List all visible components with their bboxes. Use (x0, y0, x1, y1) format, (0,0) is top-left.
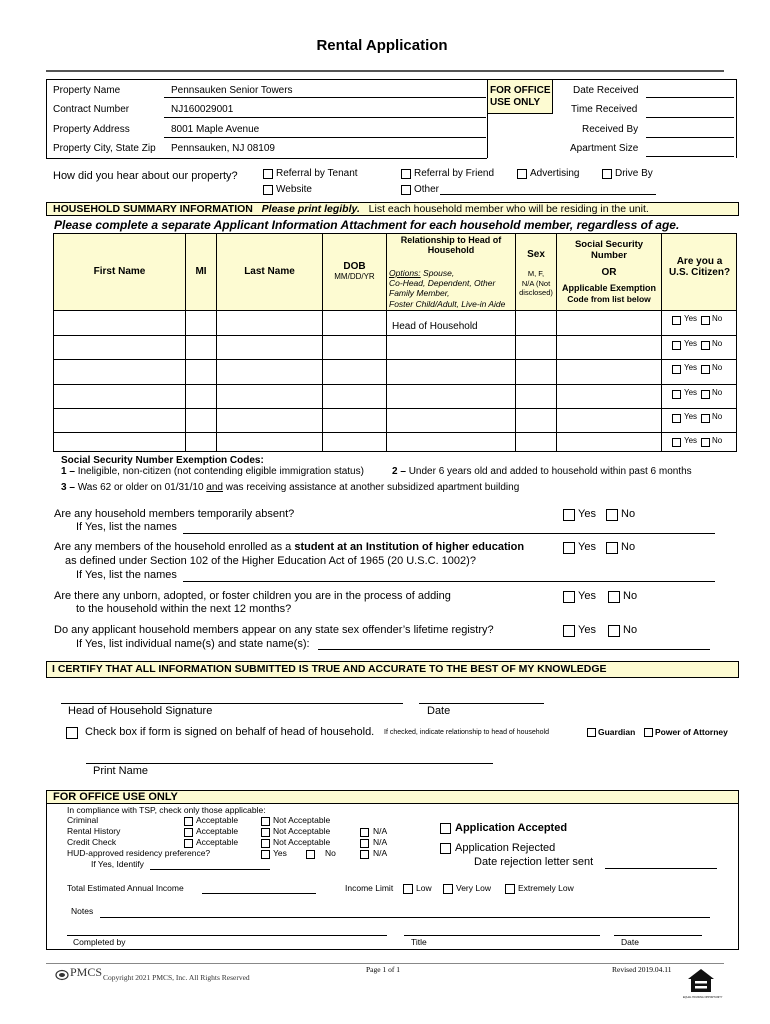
footer-rule (46, 963, 724, 964)
notes-line[interactable] (100, 917, 710, 918)
citizen-no-checkbox-row-5[interactable] (701, 414, 710, 423)
property-name-line (164, 97, 486, 98)
ssn-code-3 (61, 482, 519, 493)
print-name-label: Print Name (93, 765, 149, 777)
absent-yes-label: Yes (578, 508, 596, 520)
credit-not-acceptable-label: Not Acceptable (273, 837, 331, 847)
rejection-letter-label: Date rejection letter sent (474, 856, 594, 868)
first-row-relationship[interactable]: Head of Household (392, 321, 478, 332)
criminal-label: Criminal (67, 815, 99, 825)
household-summary-print: Please print legibly. (261, 203, 360, 215)
completed-by-label: Completed by (73, 937, 126, 947)
col-ssn-4: Code from list below (567, 294, 651, 304)
behalf-small-text: If checked, indicate relationship to head of household (384, 729, 550, 736)
property-address-line (164, 137, 486, 138)
unborn-no-checkbox[interactable] (608, 591, 620, 603)
row-rule (53, 359, 737, 360)
citizen-yes-label-row-5: Yes (684, 412, 698, 421)
pmcs-logo (55, 966, 69, 984)
other-label: Other (414, 184, 440, 195)
citizen-no-label-row-6: No (712, 436, 723, 445)
col-rule (386, 233, 387, 452)
other-checkbox[interactable] (401, 185, 411, 195)
rel-option-2: Co-Head, Dependent, Other (389, 278, 496, 289)
print-name-line[interactable] (86, 763, 493, 764)
title-line[interactable] (404, 935, 600, 936)
rental-na-checkbox[interactable] (360, 828, 369, 837)
page-number: Page 1 of 1 (366, 965, 400, 974)
offender-no-checkbox[interactable] (608, 625, 620, 637)
citizen-no-checkbox-row-1[interactable] (701, 316, 710, 325)
citizen-no-label-row-5: No (712, 412, 723, 421)
credit-acceptable-label: Acceptable (196, 837, 239, 847)
citizen-yes-checkbox-row-3[interactable] (672, 365, 681, 374)
col-dob: DOB (343, 261, 366, 272)
citizen-yes-checkbox-row-5[interactable] (672, 414, 681, 423)
property-city-value[interactable]: Pennsauken, NJ 08109 (171, 143, 275, 154)
col-ssn-1: Social Security (574, 239, 644, 250)
household-header-bottom (53, 310, 737, 311)
apartment-size-label: Apartment Size (570, 143, 639, 154)
citizen-yes-checkbox-row-6[interactable] (672, 438, 681, 447)
advertising-checkbox[interactable] (517, 169, 527, 179)
office-date-line[interactable] (614, 935, 702, 936)
low-label: Low (416, 883, 432, 893)
website-label: Website (276, 184, 312, 195)
citizen-no-label-row-2: No (712, 339, 723, 348)
citizen-no-label-row-3: No (712, 363, 723, 372)
power-of-attorney-label: Power of Attorney (655, 727, 728, 737)
row-rule (53, 335, 737, 336)
signature-date-label: Date (427, 705, 451, 717)
col-relationship: Relationship to Head of Household (400, 235, 502, 255)
compliance-text: In compliance with TSP, check only those applicable: (67, 805, 266, 815)
ssn-codes-title: Social Security Number Exemption Codes: (61, 455, 264, 466)
student-yes-checkbox[interactable] (563, 542, 575, 554)
rel-option-3: Family Member, (389, 288, 450, 299)
col-sex-sub1: M, F, (527, 269, 545, 278)
ssn-code-2-text: Under 6 years old and added to household within past 6 months (408, 466, 692, 477)
signature-label: Head of Household Signature (68, 705, 213, 717)
hud-yes-label: Yes (273, 848, 287, 858)
col-citizen-2: U.S. Citizen? (668, 267, 731, 278)
unborn-no-label: No (623, 590, 638, 602)
unborn-yes-checkbox[interactable] (563, 591, 575, 603)
ssn-code-1 (61, 466, 364, 477)
credit-acceptable-checkbox[interactable] (184, 839, 193, 848)
question-student-pre: Are any members of the household enrolled as a (54, 541, 292, 553)
low-checkbox[interactable] (403, 884, 413, 894)
property-address-value[interactable]: 8001 Maple Avenue (171, 124, 260, 135)
office-use-tag-line1: FOR OFFICE (490, 85, 551, 96)
criminal-acceptable-label: Acceptable (196, 815, 239, 825)
rel-option-4: Foster Child/Adult, Live-in Aide (389, 298, 506, 309)
other-line[interactable] (440, 194, 656, 195)
col-sex-sub2: N/A (Not (521, 279, 551, 288)
contract-number-line (164, 117, 486, 118)
citizen-no-checkbox-row-3[interactable] (701, 365, 710, 374)
household-summary-title: HOUSEHOLD SUMMARY INFORMATION (53, 203, 253, 215)
student-no-checkbox[interactable] (606, 542, 618, 554)
pmcs-logo-text: PMCS (70, 965, 103, 979)
property-right-border (736, 79, 737, 158)
ssn-code-3-num: 3 – (61, 482, 75, 493)
student-names-line[interactable] (183, 581, 715, 582)
household-summary-rest: List each household member who will be residing in the unit. (368, 203, 649, 215)
copyright: Copyright 2021 PMCS, Inc. All Rights Reserved (103, 973, 250, 982)
absent-yes-checkbox[interactable] (563, 509, 575, 521)
income-limit-label: Income Limit (345, 883, 394, 893)
citizen-yes-label-row-4: Yes (684, 388, 698, 397)
power-of-attorney-checkbox[interactable] (644, 728, 653, 737)
citizen-yes-label-row-1: Yes (684, 314, 698, 323)
citizen-no-label-row-4: No (712, 388, 723, 397)
col-ssn-2: Number (591, 250, 627, 261)
revised-date: Revised 2019.04.11 (612, 965, 672, 974)
col-sex-sub3: disclosed) (519, 288, 553, 297)
application-rejected-checkbox[interactable] (440, 843, 451, 854)
col-ssn-or: OR (601, 267, 617, 278)
row-rule (53, 432, 737, 433)
very-low-label: Very Low (456, 883, 491, 893)
credit-na-label: N/A (373, 837, 388, 847)
citizen-yes-label-row-6: Yes (684, 436, 698, 445)
received-by-line[interactable] (646, 137, 734, 138)
offender-no-label: No (623, 624, 638, 636)
hud-no-checkbox[interactable] (306, 850, 315, 859)
hud-na-label: N/A (373, 848, 388, 858)
behalf-text: Check box if form is signed on behalf of head of household. (85, 726, 375, 738)
offender-names-line[interactable] (318, 649, 710, 650)
separate-attachment-note: Please complete a separate Applicant Information Attachment for each household member, regardless of age. (54, 218, 680, 232)
household-summary-text (53, 204, 649, 216)
very-low-checkbox[interactable] (443, 884, 453, 894)
question-student-bold: student at an Institution of higher education (294, 541, 525, 553)
referral-tenant-checkbox[interactable] (263, 169, 273, 179)
advertising-label: Advertising (530, 168, 580, 179)
question-student-sub: If Yes, list the names (76, 569, 177, 581)
property-bottom-rule (46, 158, 487, 159)
ssn-code-3-and: and (206, 482, 223, 493)
time-received-line[interactable] (646, 117, 734, 118)
question-absent: Are any household members temporarily absent? (54, 508, 295, 520)
signature-date-line[interactable] (419, 703, 544, 704)
income-total-label: Total Estimated Annual Income (67, 883, 184, 893)
col-citizen-1: Are you a (676, 256, 723, 267)
ssn-code-2 (392, 466, 692, 477)
absent-no-label: No (621, 508, 636, 520)
page-title: Rental Application (316, 37, 448, 54)
time-received-label: Time Received (571, 104, 638, 115)
citizen-no-label-row-1: No (712, 314, 723, 323)
citizen-no-checkbox-row-6[interactable] (701, 438, 710, 447)
received-by-label: Received By (582, 124, 639, 135)
offender-yes-checkbox[interactable] (563, 625, 575, 637)
application-accepted-label: Application Accepted (455, 822, 568, 834)
completed-by-line[interactable] (67, 935, 387, 936)
citizen-yes-checkbox-row-4[interactable] (672, 390, 681, 399)
col-dob-format: MM/DD/YR (334, 272, 375, 281)
rel-options-label: Options: (389, 268, 421, 278)
guardian-label: Guardian (598, 727, 636, 737)
income-total-line[interactable] (202, 893, 316, 894)
criminal-not-acceptable-label: Not Acceptable (273, 815, 331, 825)
title-rule (46, 70, 724, 72)
hud-identify-label: If Yes, Identify (91, 859, 144, 869)
student-no-label: No (621, 541, 636, 553)
apartment-size-line[interactable] (646, 156, 734, 157)
rental-acceptable-checkbox[interactable] (184, 828, 193, 837)
credit-check-label: Credit Check (67, 837, 117, 847)
hud-na-checkbox[interactable] (360, 850, 369, 859)
office-use-left-border (46, 804, 47, 949)
signature-line[interactable] (61, 703, 403, 704)
rental-na-label: N/A (373, 826, 388, 836)
ssn-code-1-num: 1 – (61, 466, 75, 477)
col-rule (556, 233, 557, 452)
student-yes-label: Yes (578, 541, 596, 553)
notes-label: Notes (71, 906, 94, 916)
citizen-yes-label-row-3: Yes (684, 363, 698, 372)
extremely-low-label: Extremely Low (518, 883, 574, 893)
criminal-acceptable-checkbox[interactable] (184, 817, 193, 826)
office-use-title: FOR OFFICE USE ONLY (53, 791, 178, 803)
property-address-label: Property Address (53, 124, 130, 135)
citizen-no-checkbox-row-2[interactable] (701, 341, 710, 350)
ssn-code-1-text: Ineligible, non-citizen (not contending eligible immigration status) (77, 466, 364, 477)
heard-question: How did you hear about our property? (53, 170, 238, 182)
referral-friend-checkbox[interactable] (401, 169, 411, 179)
application-accepted-checkbox[interactable] (440, 823, 451, 834)
col-first-name: First Name (93, 266, 146, 277)
rejection-letter-line[interactable] (605, 868, 717, 869)
citizen-yes-label-row-2: Yes (684, 339, 698, 348)
absent-names-line[interactable] (183, 533, 715, 534)
referral-friend-label: Referral by Friend (414, 168, 495, 179)
col-mi: MI (195, 266, 207, 277)
property-name-value[interactable]: Pennsauken Senior Towers (171, 85, 293, 96)
office-use-tag-line2: USE ONLY (490, 97, 541, 108)
contract-number-value[interactable]: NJ160029001 (171, 104, 234, 115)
col-ssn-3: Applicable Exemption (561, 283, 657, 293)
date-received-line[interactable] (646, 97, 734, 98)
office-use-right-border (738, 804, 739, 949)
behalf-checkbox[interactable] (66, 727, 78, 739)
website-checkbox[interactable] (263, 185, 273, 195)
absent-no-checkbox[interactable] (606, 509, 618, 521)
rental-not-acceptable-checkbox[interactable] (261, 828, 270, 837)
citizen-yes-checkbox-row-1[interactable] (672, 316, 681, 325)
office-use-bottom-rule (46, 949, 739, 950)
property-top-rule (46, 79, 736, 80)
extremely-low-checkbox[interactable] (505, 884, 515, 894)
referral-tenant-label: Referral by Tenant (276, 168, 358, 179)
equal-housing-text: EQUAL HOUSING OPPORTUNITY (683, 996, 723, 999)
guardian-checkbox[interactable] (587, 728, 596, 737)
property-city-label: Property City, State Zip (53, 143, 156, 154)
citizen-no-checkbox-row-4[interactable] (701, 390, 710, 399)
question-student-line2: as defined under Section 102 of the Higher Education Act of 1965 (20 U.S.C. 1002)? (65, 555, 476, 567)
rel-option-1: Spouse, (423, 268, 455, 278)
certify-text: I CERTIFY THAT ALL INFORMATION SUBMITTED IS TRUE AND ACCURATE TO THE BEST OF MY KNOWLEDGE (52, 663, 607, 675)
criminal-not-acceptable-checkbox[interactable] (261, 817, 270, 826)
question-unborn-line2: to the household within the next 12 months? (76, 603, 292, 615)
property-left-border (46, 79, 47, 158)
hud-preference-label: HUD-approved residency preference? (67, 848, 211, 858)
credit-na-checkbox[interactable] (360, 839, 369, 848)
question-student (54, 541, 524, 553)
citizen-yes-checkbox-row-2[interactable] (672, 341, 681, 350)
drive-by-label: Drive By (615, 168, 653, 179)
rental-not-acceptable-label: Not Acceptable (273, 826, 331, 836)
col-rule (515, 233, 516, 452)
ssn-code-2-num: 2 – (392, 466, 406, 477)
col-relationship-options (389, 268, 505, 309)
col-sex: Sex (527, 249, 545, 260)
row-rule (53, 408, 737, 409)
application-rejected-label: Application Rejected (455, 842, 556, 854)
question-offender-sub: If Yes, list individual name(s) and state name(s): (76, 638, 310, 650)
hud-identify-line[interactable] (150, 869, 270, 870)
title-label: Title (411, 937, 427, 947)
ssn-code-3-text-b: was receiving assistance at another subsidized apartment building (225, 482, 520, 493)
question-unborn: Are there any unborn, adopted, or foster children you are in the process of adding (54, 590, 451, 602)
rental-history-label: Rental History (67, 826, 121, 836)
rental-acceptable-label: Acceptable (196, 826, 239, 836)
pmcs-logo-mark (55, 969, 69, 981)
question-offender: Do any applicant household members appear on any state sex offender’s lifetime registry? (54, 624, 494, 636)
question-absent-sub: If Yes, list the names (76, 521, 177, 533)
office-date-label: Date (621, 937, 639, 947)
credit-not-acceptable-checkbox[interactable] (261, 839, 270, 848)
row-rule (53, 384, 737, 385)
date-received-label: Date Received (573, 85, 639, 96)
hud-no-label: No (325, 848, 336, 858)
ssn-code-3-text-a: Was 62 or older on 01/31/10 (77, 482, 204, 493)
offender-yes-label: Yes (578, 624, 596, 636)
unborn-yes-label: Yes (578, 590, 596, 602)
property-name-label: Property Name (53, 85, 121, 96)
contract-number-label: Contract Number (53, 104, 130, 115)
equal-housing-house-icon (686, 967, 716, 997)
hud-yes-checkbox[interactable] (261, 850, 270, 859)
drive-by-checkbox[interactable] (602, 169, 612, 179)
col-last-name: Last Name (244, 266, 295, 277)
